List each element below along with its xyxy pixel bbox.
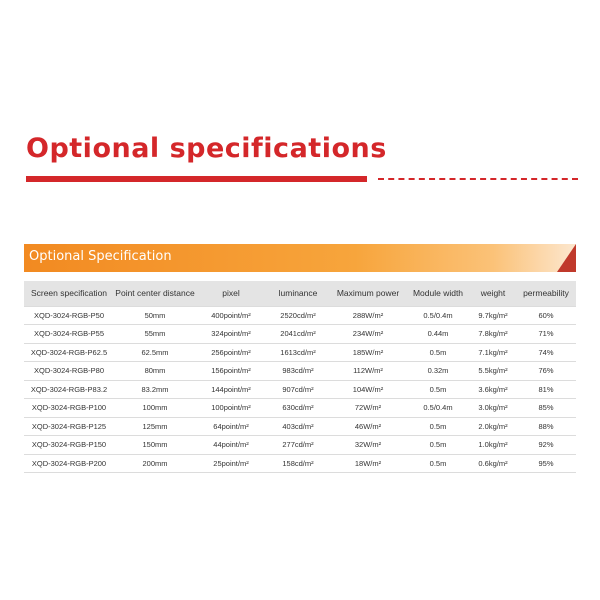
table-cell: 88% — [516, 417, 576, 436]
table-cell: 2520cd/m² — [266, 306, 330, 325]
table-cell: 72W/m² — [330, 399, 406, 418]
table-cell: 2041cd/m² — [266, 325, 330, 344]
table-cell: XQD-3024-RGB-P83.2 — [24, 380, 114, 399]
table-cell: XQD-3024-RGB-P150 — [24, 436, 114, 455]
table-cell: 76% — [516, 362, 576, 381]
table-cell: 32W/m² — [330, 436, 406, 455]
table-cell: 144point/m² — [196, 380, 266, 399]
column-header: luminance — [266, 281, 330, 306]
table-cell: XQD-3024-RGB-P80 — [24, 362, 114, 381]
table-cell: 630cd/m² — [266, 399, 330, 418]
table-cell: 85% — [516, 399, 576, 418]
table-row — [24, 343, 576, 362]
table-cell: 185W/m² — [330, 343, 406, 362]
table-cell: 0.5m — [406, 454, 470, 473]
title-underline — [26, 176, 367, 182]
table-cell: 0.5/0.4m — [406, 399, 470, 418]
table-cell: 277cd/m² — [266, 436, 330, 455]
table-cell: 983cd/m² — [266, 362, 330, 381]
table-cell: 25point/m² — [196, 454, 266, 473]
column-header: pixel — [196, 281, 266, 306]
spec-table — [24, 281, 576, 473]
table-cell: 100mm — [114, 399, 196, 418]
table-cell: 403cd/m² — [266, 417, 330, 436]
table-cell: 55mm — [114, 325, 196, 344]
table-cell: 9.7kg/m² — [470, 306, 516, 325]
column-header: Screen specification — [24, 281, 114, 306]
table-cell: 0.44m — [406, 325, 470, 344]
table-cell: 95% — [516, 454, 576, 473]
table-cell: 74% — [516, 343, 576, 362]
table-cell: 60% — [516, 306, 576, 325]
table-cell: 50mm — [114, 306, 196, 325]
table-cell: 1613cd/m² — [266, 343, 330, 362]
table-cell: 0.5/0.4m — [406, 306, 470, 325]
table-cell: 288W/m² — [330, 306, 406, 325]
table-cell: XQD-3024-RGB-P50 — [24, 306, 114, 325]
table-row — [24, 306, 576, 325]
spec-header-corner-triangle — [557, 244, 576, 272]
table-row — [24, 380, 576, 399]
table-cell: 3.6kg/m² — [470, 380, 516, 399]
table-cell: 81% — [516, 380, 576, 399]
spec-section-header — [24, 244, 576, 272]
table-cell: 0.6kg/m² — [470, 454, 516, 473]
table-cell: 2.0kg/m² — [470, 417, 516, 436]
table-cell: 256point/m² — [196, 343, 266, 362]
table-cell: 18W/m² — [330, 454, 406, 473]
table-cell: 7.1kg/m² — [470, 343, 516, 362]
table-cell: XQD-3024-RGB-P55 — [24, 325, 114, 344]
table-cell: 104W/m² — [330, 380, 406, 399]
table-row — [24, 417, 576, 436]
table-header-row — [24, 281, 576, 306]
column-header: Maximum power — [330, 281, 406, 306]
table-cell: 1.0kg/m² — [470, 436, 516, 455]
table-cell: 158cd/m² — [266, 454, 330, 473]
table-cell: 0.5m — [406, 417, 470, 436]
table-cell: 92% — [516, 436, 576, 455]
table-cell: 71% — [516, 325, 576, 344]
page-title: Optional specifications — [26, 133, 387, 164]
table-cell: XQD-3024-RGB-P100 — [24, 399, 114, 418]
table-row — [24, 362, 576, 381]
table-row — [24, 454, 576, 473]
table-cell: 0.5m — [406, 436, 470, 455]
table-cell: 112W/m² — [330, 362, 406, 381]
column-header: Point center distance — [114, 281, 196, 306]
table-cell: 200mm — [114, 454, 196, 473]
table-cell: 80mm — [114, 362, 196, 381]
column-header: permeability — [516, 281, 576, 306]
table-cell: 5.5kg/m² — [470, 362, 516, 381]
table-cell: 3.0kg/m² — [470, 399, 516, 418]
table-cell: 7.8kg/m² — [470, 325, 516, 344]
table-cell: XQD-3024-RGB-P125 — [24, 417, 114, 436]
table-cell: XQD-3024-RGB-P200 — [24, 454, 114, 473]
table-cell: 150mm — [114, 436, 196, 455]
table-cell: 0.32m — [406, 362, 470, 381]
table-cell: 83.2mm — [114, 380, 196, 399]
table-row — [24, 325, 576, 344]
spec-section-title: Optional Specification — [29, 249, 172, 264]
table-row — [24, 436, 576, 455]
table-cell: 156point/m² — [196, 362, 266, 381]
table-cell: 62.5mm — [114, 343, 196, 362]
table-cell: 0.5m — [406, 343, 470, 362]
table-cell: 64point/m² — [196, 417, 266, 436]
table-cell: XQD-3024-RGB-P62.5 — [24, 343, 114, 362]
title-dashed-line — [378, 178, 578, 180]
table-cell: 907cd/m² — [266, 380, 330, 399]
table-cell: 46W/m² — [330, 417, 406, 436]
column-header: weight — [470, 281, 516, 306]
table-cell: 44point/m² — [196, 436, 266, 455]
table-cell: 324point/m² — [196, 325, 266, 344]
table-row — [24, 399, 576, 418]
table-cell: 400point/m² — [196, 306, 266, 325]
column-header: Module width — [406, 281, 470, 306]
table-cell: 0.5m — [406, 380, 470, 399]
table-cell: 100point/m² — [196, 399, 266, 418]
table-cell: 125mm — [114, 417, 196, 436]
table-cell: 234W/m² — [330, 325, 406, 344]
